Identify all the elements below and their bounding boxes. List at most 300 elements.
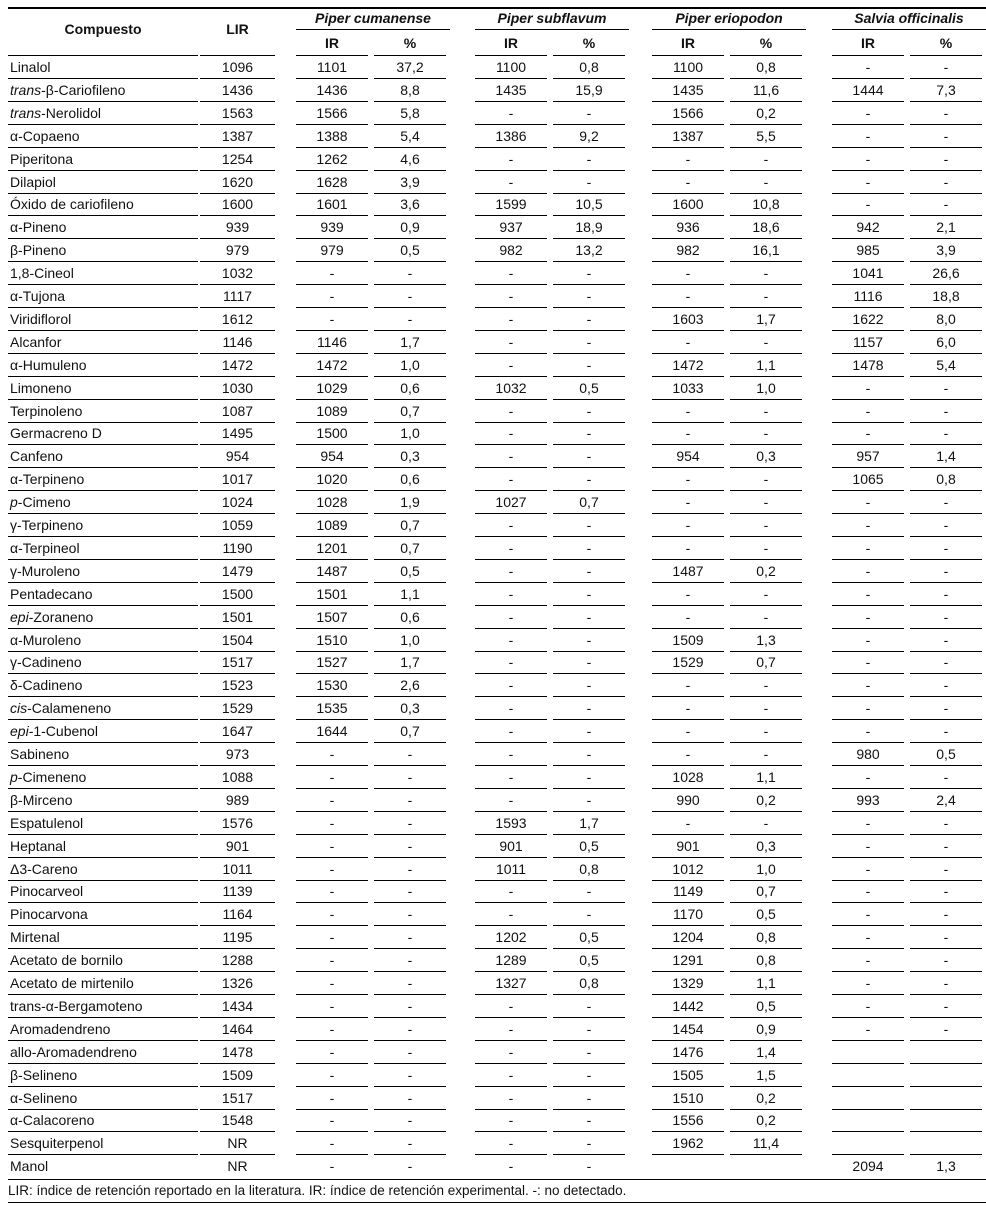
ir-value: 1289 (495, 952, 527, 969)
compound-name (10, 1041, 198, 1063)
pct-value: - (763, 746, 769, 762)
compound-label: Manol (10, 1158, 49, 1175)
compound-label: Limoneno (10, 379, 72, 396)
table-row (8, 743, 986, 766)
pct-value: - (943, 723, 949, 740)
lir-value: 1478 (221, 1043, 254, 1060)
lir-value: 1096 (221, 59, 254, 75)
pct-value: 0,2 (756, 791, 776, 808)
compound-name (10, 1018, 198, 1040)
ir-value: - (508, 333, 514, 350)
ir-value: 1501 (316, 585, 348, 602)
pct-value: - (943, 814, 949, 831)
ir-value: 993 (856, 791, 880, 808)
pct-value: - (943, 539, 949, 556)
ir-value: 1065 (852, 471, 884, 488)
lir-value: 939 (225, 219, 250, 236)
pct-value: - (943, 608, 949, 625)
ir-value: 980 (856, 746, 880, 762)
pct-value: - (943, 654, 949, 671)
ir-value: - (329, 1066, 335, 1083)
table-row (8, 125, 986, 148)
compound-label: allo-Aromadendreno (10, 1043, 137, 1060)
pct-value: - (943, 196, 949, 213)
top-rule (8, 7, 986, 9)
compound-label: Acetato de bornilo (10, 952, 123, 969)
compound-label: trans-α-Bergamoteno (10, 997, 143, 1014)
compound-label: -Cimeneno (17, 768, 87, 785)
ir-value: 937 (499, 219, 523, 236)
pct-value: - (407, 929, 413, 946)
ir-value: 1530 (316, 677, 348, 694)
pct-value: - (943, 173, 949, 190)
pct-value: 5,5 (756, 127, 776, 144)
lir-value: 1529 (221, 700, 254, 717)
pct-value: - (763, 608, 769, 625)
ir-value: - (508, 425, 514, 442)
ir-value: 1454 (672, 1020, 704, 1037)
compound-name (10, 697, 198, 719)
compound-label: Pinocarveol (10, 883, 84, 900)
ir-value: 1146 (316, 333, 348, 350)
ir-value: - (865, 402, 871, 419)
pct-value: 0,5 (756, 906, 776, 923)
ir-value: - (685, 150, 691, 167)
pct-value: - (763, 173, 769, 190)
pct-value: 0,8 (579, 860, 599, 877)
ir-value: 901 (499, 837, 523, 854)
species-rule (475, 29, 629, 30)
ir-value: 1041 (852, 265, 884, 282)
compound-name (10, 537, 198, 559)
pct-value: - (943, 150, 949, 167)
ir-value: 1505 (672, 1066, 704, 1083)
pct-value: - (586, 448, 592, 465)
pct-value: - (586, 333, 592, 350)
pct-value: 1,0 (756, 860, 776, 877)
compound-label: Canfeno (10, 448, 63, 465)
pct-value: 0,8 (756, 929, 776, 946)
compound-name (10, 331, 198, 353)
ir-value: 1204 (672, 929, 704, 946)
ir-value: 1510 (316, 631, 348, 648)
pct-value: - (943, 104, 949, 121)
ir-value: 1027 (495, 494, 527, 511)
pct-value: 0,2 (756, 104, 776, 121)
pct-value: 1,1 (756, 356, 776, 373)
pct-value: - (586, 471, 592, 488)
ir-value: 1388 (316, 127, 348, 144)
pct-value: - (586, 585, 592, 602)
lir-value: 1326 (221, 975, 254, 991)
pct-value: 0,7 (579, 494, 599, 511)
pct-value: - (763, 265, 769, 282)
ir-value: 1476 (672, 1043, 704, 1060)
ir-value: 936 (676, 219, 700, 236)
compound-prefix: p (10, 494, 18, 511)
pct-value: - (943, 631, 949, 648)
pct-value: 1,7 (756, 310, 776, 327)
compound-name (10, 720, 198, 742)
table-row (8, 720, 986, 743)
pct-value: - (586, 791, 592, 808)
table-row (8, 468, 986, 491)
ir-value: 1628 (316, 173, 348, 190)
ir-value: - (685, 746, 691, 762)
ir-value: - (508, 562, 514, 579)
ir-value: 1291 (672, 952, 704, 969)
table-row (8, 789, 986, 812)
compound-name (10, 674, 198, 696)
ir-value: - (685, 700, 691, 717)
pct-value: 4,6 (400, 150, 420, 167)
table-row (8, 812, 986, 835)
compound-prefix: trans (10, 81, 42, 98)
ir-value: - (508, 608, 514, 625)
ir-value: 1527 (316, 654, 348, 671)
compound-label: Germacreno D (10, 425, 102, 442)
lir-value: 1117 (222, 288, 253, 304)
pct-value: 0,8 (579, 59, 599, 75)
ir-value: 990 (676, 791, 700, 808)
ir-value: 954 (676, 448, 700, 465)
ir-value: 1442 (672, 997, 704, 1014)
ir-value: - (508, 585, 514, 602)
pct-value: 1,7 (400, 654, 420, 671)
pct-value: - (943, 1020, 949, 1037)
compound-name (10, 262, 198, 284)
pct-value: - (943, 975, 949, 991)
pct-value: 3,9 (400, 173, 420, 190)
ir-value: - (685, 265, 691, 282)
ir-value: - (329, 975, 335, 991)
lir-value: 979 (225, 242, 250, 259)
ir-header: IR (325, 35, 339, 51)
pct-value: - (943, 402, 949, 419)
lir-value: 1030 (221, 379, 254, 396)
ir-value: - (865, 585, 871, 602)
compound-name (10, 125, 198, 147)
ir-value: - (508, 402, 514, 419)
ir-value: 979 (320, 242, 344, 259)
compound-label: β-Pineno (10, 242, 67, 259)
pct-value: 1,3 (756, 631, 776, 648)
lir-value: 1517 (221, 1089, 254, 1106)
pct-value: 0,7 (400, 517, 420, 533)
ir-value: - (329, 791, 335, 808)
pct-value: - (586, 654, 592, 671)
pct-value: 0,3 (756, 837, 776, 854)
compound-name (10, 56, 198, 78)
pct-value: - (586, 1089, 592, 1106)
pct-value: 1,3 (936, 1158, 956, 1175)
ir-value: - (329, 768, 335, 785)
ir-value: 1202 (495, 929, 527, 946)
lir-value: 1032 (221, 265, 254, 282)
ir-value: - (508, 791, 514, 808)
pct-value: - (407, 288, 413, 304)
lir-value: 1088 (221, 768, 254, 785)
pct-value: 16,1 (752, 242, 780, 259)
ir-value: 1478 (852, 356, 884, 373)
ir-value: - (865, 539, 871, 556)
compound-label: Mirtenal (10, 929, 60, 946)
ir-value: - (865, 768, 871, 785)
pct-value: 5,8 (400, 104, 420, 121)
table-row (8, 1018, 986, 1041)
pct-value: 0,2 (756, 562, 776, 579)
table-row (8, 560, 986, 583)
table-row (8, 926, 986, 949)
ir-value: - (329, 1089, 335, 1106)
pct-value: - (943, 768, 949, 785)
compound-name (10, 102, 198, 124)
table-row (8, 583, 986, 606)
pct-value: 1,5 (756, 1066, 776, 1083)
compound-label: Piperitona (10, 150, 74, 167)
ir-value: - (508, 1135, 514, 1152)
compound-label: Óxido de cariofileno (10, 196, 134, 213)
table-row (8, 193, 986, 216)
pct-value: - (943, 562, 949, 579)
ir-value: - (865, 837, 871, 854)
pct-value: - (586, 310, 592, 327)
species-rule (652, 29, 806, 30)
compound-name (10, 1064, 198, 1086)
lir-value: 1087 (221, 402, 254, 419)
ir-value: 1327 (495, 975, 527, 991)
lir-value: 1190 (222, 539, 253, 556)
lir-value: 1504 (221, 631, 254, 648)
species-header: Piper eriopodon (675, 10, 783, 26)
table-row (8, 1132, 986, 1155)
table-row (8, 331, 986, 354)
ir-value: - (685, 494, 691, 511)
pct-value: 1,0 (756, 379, 776, 396)
pct-value: 2,6 (400, 677, 420, 694)
ir-value: - (865, 631, 871, 648)
ir-value: - (508, 104, 514, 121)
pct-value: - (586, 425, 592, 442)
lir-value: 1501 (221, 608, 254, 625)
header-compound: Compuesto (64, 21, 142, 37)
ir-value: 1436 (316, 81, 348, 98)
ir-value: - (508, 517, 514, 533)
ir-value: - (329, 860, 335, 877)
ir-value: - (865, 814, 871, 831)
compound-name (10, 858, 198, 880)
ir-value: - (865, 997, 871, 1014)
compound-label: δ-Cadineno (10, 677, 83, 694)
pct-value: 0,8 (579, 975, 599, 991)
pct-value: 5,4 (400, 127, 420, 144)
lir-value: 1195 (222, 929, 253, 946)
ir-value: 1032 (495, 379, 527, 396)
pct-value: 2,1 (936, 219, 956, 236)
ir-value: - (508, 448, 514, 465)
pct-value: 11,6 (752, 81, 780, 98)
ir-value: - (329, 1020, 335, 1037)
ir-value: 1500 (316, 425, 348, 442)
compound-name (10, 354, 198, 376)
table-row (8, 239, 986, 262)
compound-name (10, 468, 198, 490)
lir-value: 954 (225, 448, 250, 465)
ir-value: - (329, 1112, 335, 1129)
compound-label: 1,8-Cineol (10, 265, 74, 282)
pct-value: - (943, 677, 949, 694)
ir-value: - (685, 288, 691, 304)
ir-value: 1387 (672, 127, 704, 144)
pct-value: - (943, 997, 949, 1014)
ir-header: IR (861, 35, 875, 51)
ir-value: - (329, 288, 335, 304)
pct-value: 0,8 (756, 59, 776, 75)
ir-value: - (865, 562, 871, 579)
ir-value: - (685, 173, 691, 190)
ir-value: - (508, 631, 514, 648)
ir-value: 1029 (316, 379, 348, 396)
pct-value (910, 1041, 982, 1063)
pct-value: 0,7 (756, 654, 776, 671)
pct-value: - (586, 517, 592, 533)
ir-value (832, 1064, 904, 1086)
lir-value: 1479 (221, 562, 254, 579)
ir-value: 1435 (672, 81, 704, 98)
pct-value: 1,0 (400, 425, 420, 442)
table-row (8, 400, 986, 423)
ir-value: - (685, 402, 691, 419)
table-row (8, 354, 986, 377)
ir-value (652, 1155, 724, 1177)
compound-label: -Nerolidol (41, 104, 102, 121)
ir-value: - (329, 1135, 335, 1152)
compound-name (10, 812, 198, 834)
ir-value: - (865, 127, 871, 144)
ir-header: IR (504, 35, 518, 51)
pct-value: 0,3 (400, 448, 420, 465)
table-row (8, 262, 986, 285)
compound-name (10, 239, 198, 261)
compound-label: α-Tujona (10, 288, 66, 304)
compound-name (10, 651, 198, 673)
pct-value: - (586, 539, 592, 556)
pct-value: - (586, 288, 592, 304)
ir-value: - (685, 585, 691, 602)
pct-value: 18,8 (932, 288, 960, 304)
ir-value: 1020 (316, 471, 348, 488)
ir-value: 942 (856, 219, 880, 236)
compound-label: Pentadecano (10, 585, 93, 602)
compound-label: -Cimeno (17, 494, 71, 511)
pct-value: - (586, 562, 592, 579)
compound-name (10, 949, 198, 971)
table-row (8, 79, 986, 102)
species-header: Piper cumanense (315, 10, 431, 26)
compound-name (10, 972, 198, 994)
ir-value: 1444 (852, 81, 884, 98)
lir-value: 1011 (222, 860, 253, 877)
pct-value: - (407, 1020, 413, 1037)
pct-value (730, 1155, 802, 1177)
lir-value: 1500 (221, 585, 254, 602)
table-row (8, 422, 986, 445)
compound-name (10, 285, 198, 307)
pct-value: 1,9 (400, 494, 420, 511)
ir-value (832, 1041, 904, 1063)
pct-value: - (407, 837, 413, 854)
pct-value: - (763, 539, 769, 556)
pct-value: 0,2 (756, 1089, 776, 1106)
compound-name (10, 308, 198, 330)
compound-label: -1-Cubenol (28, 723, 98, 740)
compound-name (10, 1132, 198, 1154)
compound-name (10, 789, 198, 811)
compound-name (10, 629, 198, 651)
pct-value: - (407, 746, 413, 762)
pct-value: 0,7 (756, 883, 776, 900)
pct-value: - (586, 768, 592, 785)
pct-value (910, 1109, 982, 1131)
ir-value: - (685, 333, 691, 350)
ir-value: - (508, 1066, 514, 1083)
ir-value: 1472 (672, 356, 704, 373)
pct-value: - (943, 517, 949, 533)
ir-value: 1593 (495, 814, 527, 831)
compound-label: Sabineno (10, 746, 70, 762)
pct-value: 0,9 (400, 219, 420, 236)
ir-value: - (508, 677, 514, 694)
pct-value: 1,0 (400, 356, 420, 373)
ir-value: - (865, 379, 871, 396)
lir-value: NR (227, 1135, 248, 1152)
ir-value: - (685, 471, 691, 488)
pct-value: - (763, 150, 769, 167)
ir-value: - (865, 700, 871, 717)
pct-value: 1,0 (400, 631, 420, 648)
ir-value: - (865, 196, 871, 213)
compound-prefix: epi (10, 723, 29, 740)
species-rule (296, 29, 450, 30)
pct-value: - (586, 997, 592, 1014)
compound-prefix: p (10, 768, 18, 785)
compound-label: Linalol (10, 59, 51, 75)
compound-name (10, 995, 198, 1017)
lir-value: 1612 (221, 310, 254, 327)
pct-value: 1,1 (400, 585, 420, 602)
compound-name (10, 1155, 198, 1177)
lir-value: 1436 (221, 81, 254, 98)
pct-value: 3,9 (936, 242, 956, 259)
compound-label: α-Selineno (10, 1089, 78, 1106)
pct-value: 0,5 (756, 997, 776, 1014)
pct-value: - (407, 1043, 413, 1060)
ir-header: IR (681, 35, 695, 51)
ir-value: - (329, 265, 335, 282)
lir-value: 1548 (221, 1112, 254, 1129)
compound-label: Pinocarvona (10, 906, 88, 923)
compound-label: α-Muroleno (10, 631, 82, 648)
ir-value: 1472 (316, 356, 348, 373)
lir-value: 1288 (221, 952, 254, 969)
ir-value: 1201 (316, 539, 348, 556)
ir-value: 1149 (672, 883, 704, 900)
pct-value: - (763, 471, 769, 488)
pct-value: 3,6 (400, 196, 420, 213)
pct-value: 0,5 (400, 562, 420, 579)
table-row (8, 697, 986, 720)
table-row (8, 285, 986, 308)
